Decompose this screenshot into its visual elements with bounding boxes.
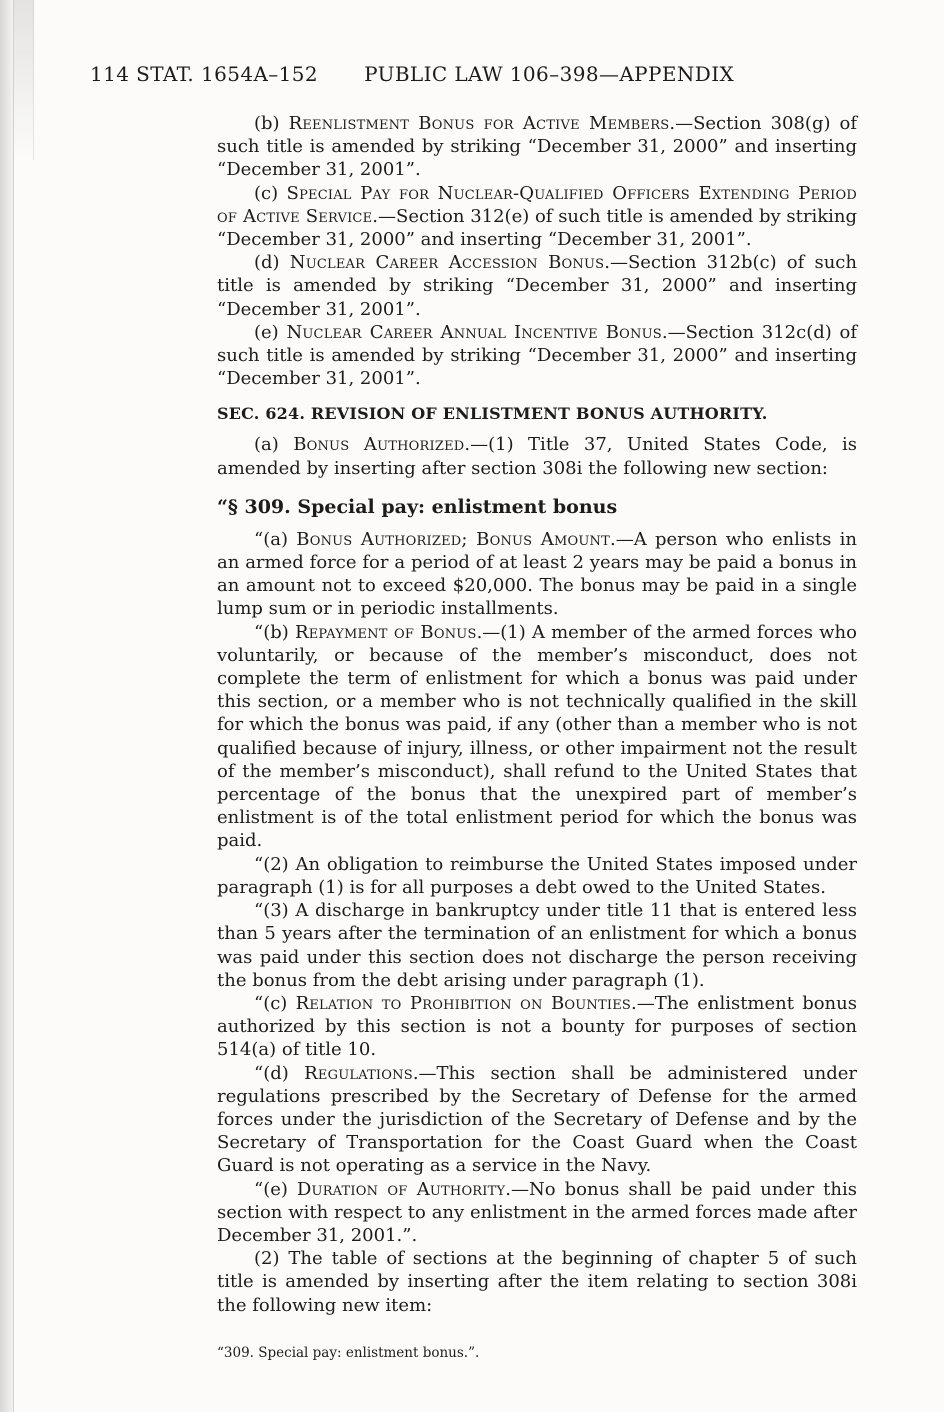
text-segment: “(d): [254, 1062, 305, 1084]
small-caps-phrase: Bonus Authorized; Bonus Amount: [296, 528, 610, 550]
paragraph-d-nuclear-career-accession-bonus: [217, 251, 857, 321]
text-segment: .—A person who enlists in an armed force for a period of at least 2 years may be paid a bonus in an amount not to exceed $20,000. The bonus may be paid in a single lump sum or in periodic installments.: [217, 528, 857, 620]
small-caps-phrase: Reenlistment Bonus for Active Members: [288, 113, 670, 134]
text-segment: (e): [254, 321, 287, 343]
paragraph-309b2-obligation-to-reimburse: [217, 853, 857, 899]
section-309-heading: [217, 495, 857, 519]
paragraph-309a-bonus-authorized-bonus-amount: [217, 528, 857, 621]
small-caps-phrase: Relation to Prohibition on Bounties: [295, 992, 631, 1014]
paragraph-a-bonus-authorized: [217, 433, 857, 479]
scan-gutter-shadow-top: [14, 0, 34, 160]
text-segment: “(c): [254, 992, 296, 1014]
text-segment: .—This section shall be administered under regulations prescribed by the Secretary of Defense for the armed forces under the jurisdiction of the Secretary of Defense and by the Secretary of Transportation for the Coast Guard when the Coast Guard is not operating as a service in the Navy.: [217, 1062, 858, 1177]
page-header: [90, 62, 734, 86]
text-segment: .—(1) A member of the armed forces who voluntarily, or because of the member’s misconduct, does not complete the term of enlistment for which a bonus was paid under this section, or a member who is not technically qualified in the skill for which the bonus was paid, if any (other than a member who is not qualified because of injury, illness, or other impairment not the result of the member’s misconduct), shall refund to the United States that percentage of the bonus that the unexpired part of member’s enlistment is of the total enlistment period for which the bonus was paid.: [217, 621, 857, 852]
text-segment: .—(1) Title 37, United States Code, is amended by inserting after section 308i the following new section:: [217, 434, 857, 479]
text-segment: (a): [254, 434, 294, 456]
law-title: PUBLIC LAW 106–398—APPENDIX: [364, 62, 735, 86]
text-segment: “(2) An obligation to reimburse the United States imposed under paragraph (1) is for all purposes a debt owed to the United States.: [217, 853, 857, 898]
text-segment: “(b): [254, 621, 295, 643]
text-segment: “(a): [254, 528, 297, 550]
paragraph-309e-duration-of-authority: [217, 1178, 857, 1248]
paragraph-b-reenlistment-bonus: [217, 112, 857, 182]
text-segment: “309. Special pay: enlistment bonus.”.: [217, 1344, 480, 1361]
text-segment: .—The enlistment bonus authorized by this section is not a bounty for purposes of section 514(a) of title 10.: [217, 992, 857, 1061]
section-624-heading: [217, 403, 857, 424]
paragraph-309b-repayment-of-bonus: [217, 621, 857, 853]
text-segment: (b): [254, 113, 289, 134]
paragraph-2-table-of-sections: [217, 1247, 857, 1317]
paragraph-c-special-pay-nuclear-qualified: [217, 182, 857, 252]
paragraph-e-nuclear-career-annual-incentive-bonus: [217, 321, 857, 391]
scan-gutter-shadow: [0, 0, 14, 1412]
paragraph-309b3-discharge-in-bankruptcy: [217, 899, 857, 992]
text-segment: (c): [254, 182, 287, 204]
text-segment: .—No bonus shall be paid under this section with respect to any enlistment in the armed forces made after December 31, 2001.”.: [217, 1178, 857, 1246]
text-segment: .—Section 312(e) of such title is amended by striking “December 31, 2000” and inserting “December 31, 2001”.: [217, 205, 857, 251]
small-caps-phrase: Duration of Authority: [296, 1178, 506, 1200]
small-caps-phrase: Repayment of Bonus: [294, 621, 477, 643]
paragraph-309c-relation-to-prohibition-on-bounties: [217, 992, 857, 1062]
text-segment: “(e): [254, 1178, 297, 1200]
text-segment: .—Section 312b(c) of such title is amended by striking “December 31, 2000” and inserting “December 31, 2001”.: [217, 252, 857, 320]
table-item-309: [217, 1345, 857, 1362]
paragraph-309d-regulations: [217, 1062, 857, 1178]
small-caps-phrase: Nuclear Career Annual Incentive Bonus: [286, 321, 662, 343]
text-segment: .—Section 308(g) of such title is amended by striking “December 31, 2000” and inserting “December 31, 2001”.: [217, 113, 858, 181]
text-segment: (2) The table of sections at the beginning of chapter 5 of such title is amended by inserting after the item relating to section 308i the following new item:: [217, 1248, 857, 1316]
small-caps-phrase: Special Pay for Nuclear-Qualified Officers Extending Period of Active Service: [217, 182, 857, 227]
statute-body: [217, 112, 857, 1362]
heading-text: “§ 309. Special pay: enlistment bonus: [217, 495, 618, 518]
small-caps-phrase: Nuclear Career Accession Bonus: [289, 252, 605, 274]
text-segment: (d): [254, 252, 290, 274]
small-caps-phrase: Bonus Authorized: [293, 434, 465, 456]
text-segment: “(3) A discharge in bankruptcy under title 11 that is entered less than 5 years after the termination of an enlistment for which a bonus was paid under this section does not discharge the person receiving the bonus from the debt arising under paragraph (1).: [217, 900, 857, 991]
stat-page-number: 114 STAT. 1654A–152: [90, 62, 319, 86]
heading-text: SEC. 624. REVISION OF ENLISTMENT BONUS AUTHORITY.: [217, 404, 768, 424]
small-caps-phrase: Regulations: [304, 1062, 413, 1084]
text-segment: .—Section 312c(d) of such title is amended by striking “December 31, 2000” and inserting “December 31, 2001”.: [217, 321, 858, 390]
